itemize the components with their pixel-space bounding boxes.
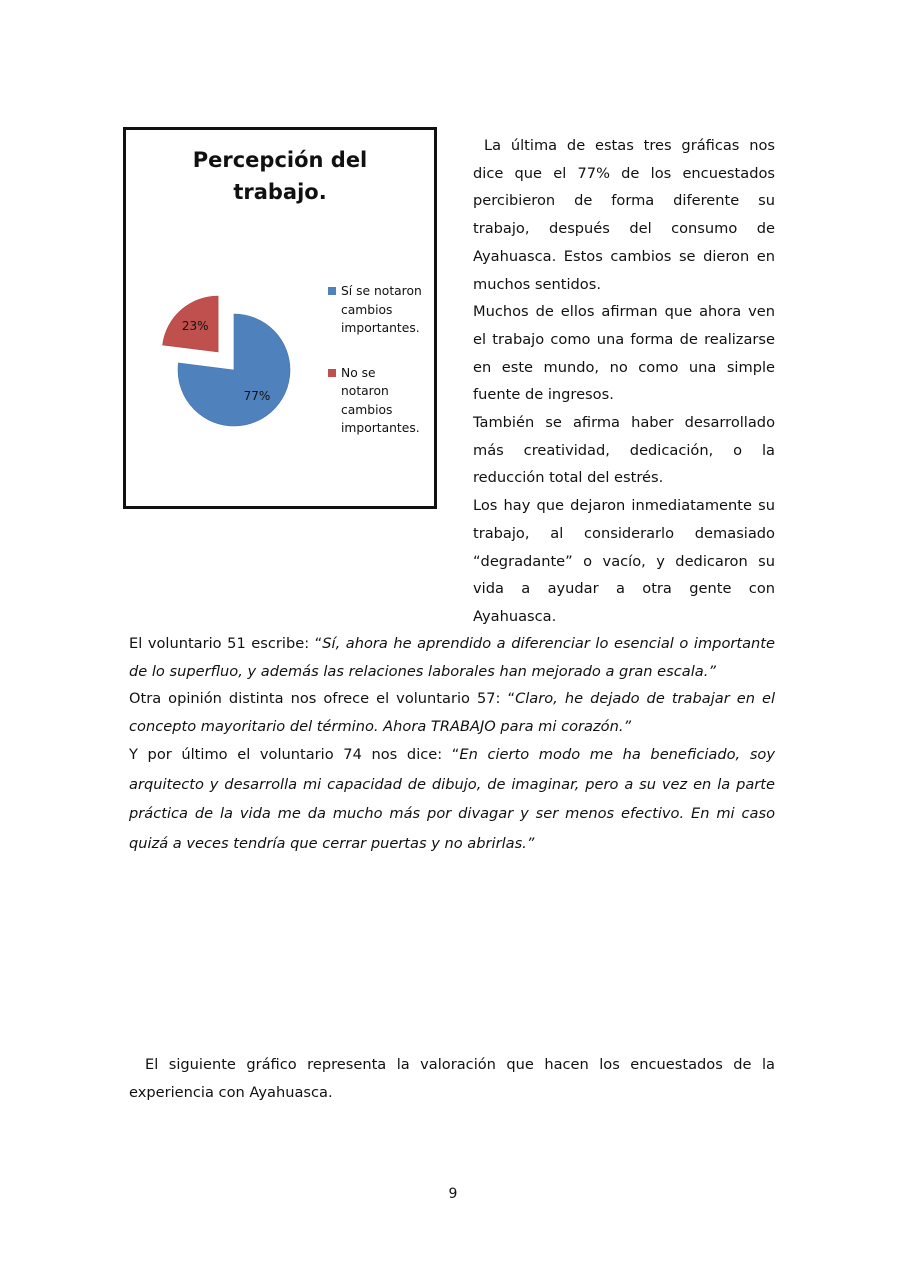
quote-paragraph bbox=[129, 740, 775, 858]
quote-intro: Otra opinión distinta nos ofrece el voluntario 57: “ bbox=[129, 690, 516, 708]
legend-swatch-no bbox=[328, 369, 336, 377]
legend-label-no-line-1: No se bbox=[341, 365, 376, 380]
legend-label-no-line-3: cambios bbox=[341, 402, 393, 417]
quote-text: Sí, ahora he aprendido a diferenciar lo esencial o importante de lo superfluo, y además las relaciones laborales han mejorado a gran escala.” bbox=[129, 635, 775, 680]
quote-intro: El voluntario 51 escribe: “ bbox=[129, 635, 323, 652]
quotes-section bbox=[129, 630, 775, 858]
closing-paragraph: El siguiente gráfico representa la valoración que hacen los encuestados de la experiencia con Ayahuasca. bbox=[129, 1056, 775, 1101]
chart-title-line-1: Percepción del bbox=[192, 148, 368, 172]
pie-slice-label: 23% bbox=[181, 318, 209, 333]
paragraph: La última de estas tres gráficas nos dice que el 77% de los encuestados percibieron de forma diferente su trabajo, después del consumo de Ayahuasca. Estos cambios se dieron en muchos sentidos. bbox=[473, 137, 775, 293]
pie-chart bbox=[123, 127, 437, 509]
legend-label-no-line-2: notaron bbox=[341, 384, 389, 398]
legend-label-yes-line-3: importantes. bbox=[341, 321, 420, 335]
chart-legend bbox=[328, 282, 432, 438]
paragraph: Los hay que dejaron inmediatamente su trabajo, al considerarlo demasiado “degradante” o vacío, y dedicaron su vida a ayudar a otra gente con Ayahuasca. bbox=[473, 497, 775, 625]
quote-text: En cierto modo me ha beneficiado, soy arquitecto y desarrolla mi capacidad de dibujo, de imaginar, pero a su vez en la parte práctica de la vida me da mucho más por divagar y ser menos efectivo. En mi caso quizá a veces tendría que cerrar puertas y no abrirlas.” bbox=[129, 746, 775, 852]
right-column-text bbox=[473, 132, 775, 631]
legend-label-yes-line-1: Sí se notaron bbox=[341, 284, 422, 298]
chart-title-line-2: trabajo. bbox=[233, 180, 327, 204]
legend-item-yes bbox=[328, 282, 432, 338]
legend-swatch-yes bbox=[328, 287, 336, 295]
quote-paragraph bbox=[129, 685, 775, 740]
paragraph: Muchos de ellos afirman que ahora ven el trabajo como una forma de realizarse en este mundo, no como una simple fuente de ingresos. bbox=[473, 303, 775, 404]
page-number: 9 bbox=[448, 1186, 458, 1202]
legend-label-yes-line-2: cambios bbox=[341, 302, 393, 317]
pie-slice-label: 77% bbox=[243, 389, 271, 404]
quote-paragraph bbox=[129, 630, 775, 685]
legend-item-no bbox=[328, 364, 432, 438]
paragraph: También se afirma haber desarrollado más creatividad, dedicación, o la reducción total del estrés. bbox=[473, 414, 775, 487]
quote-intro: Y por último el voluntario 74 nos dice: “ bbox=[129, 746, 460, 764]
quote-text: Claro, he dejado de trabajar en el concepto mayoritario del término. Ahora TRABAJO para mi corazón.” bbox=[129, 690, 776, 735]
legend-label-no-line-4: importantes. bbox=[341, 421, 420, 435]
